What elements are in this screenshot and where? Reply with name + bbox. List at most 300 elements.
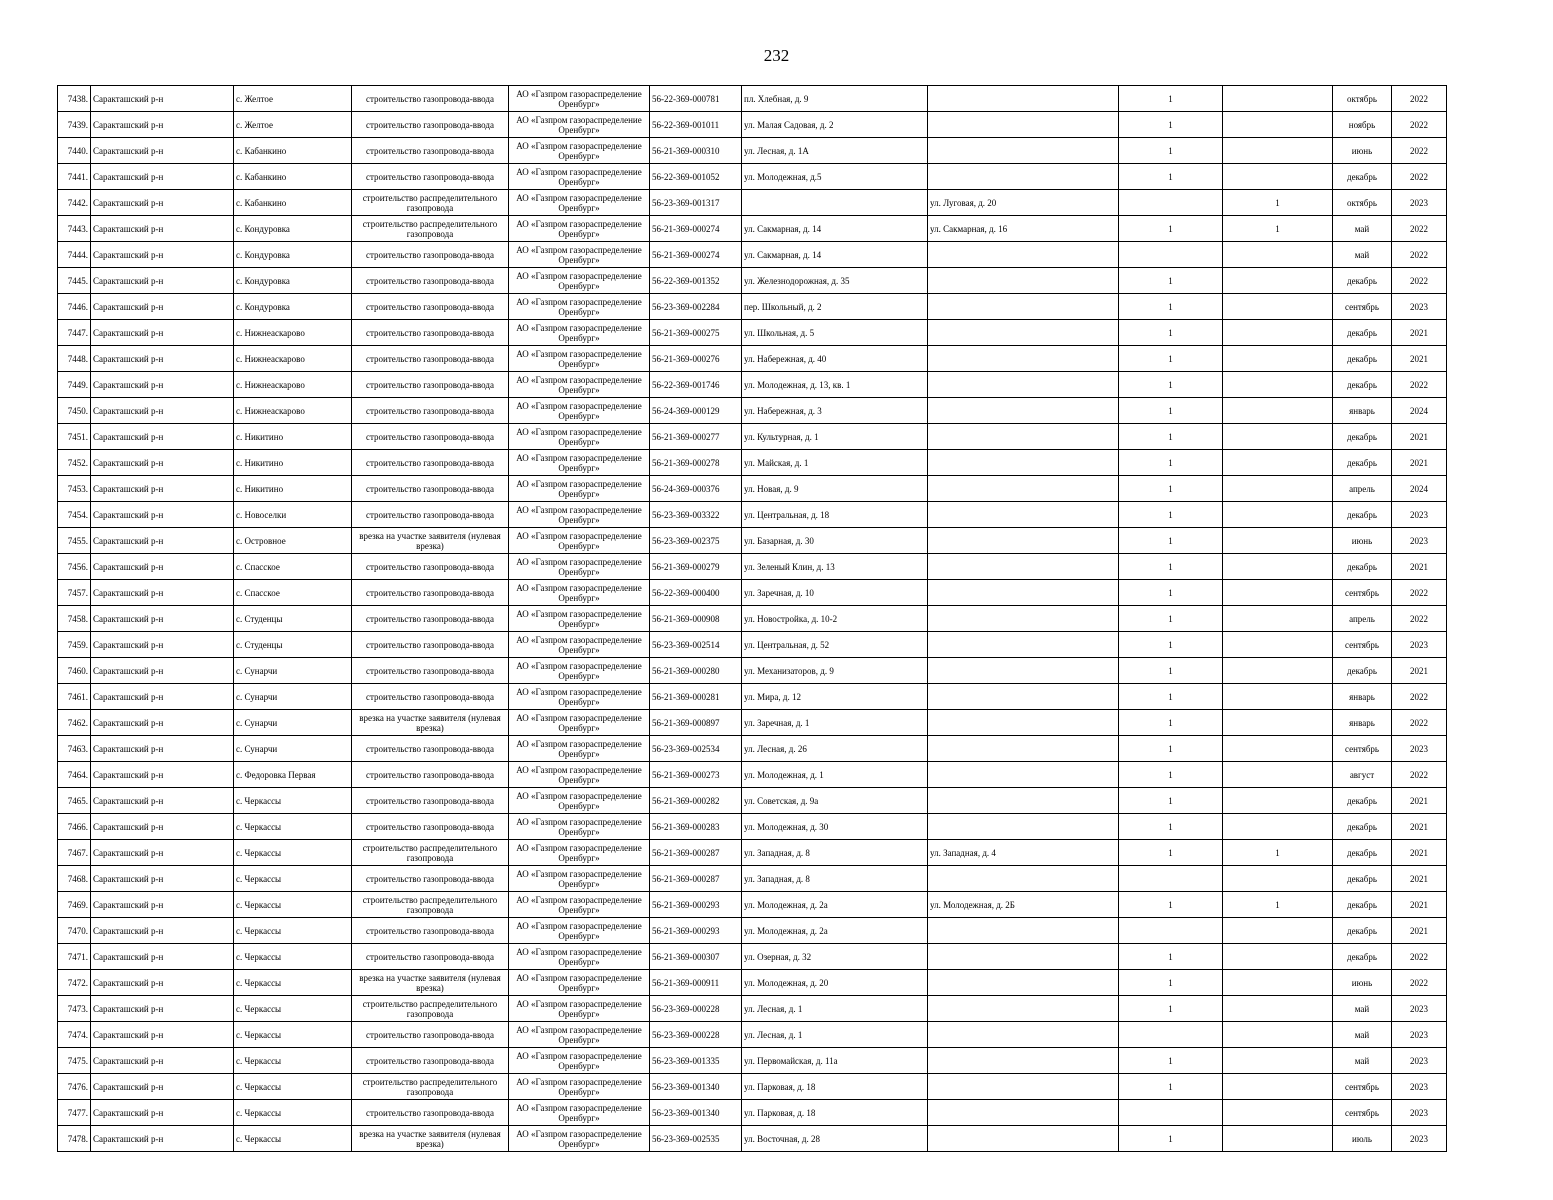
month-cell: май [1333, 216, 1392, 242]
row-number: 7453. [58, 476, 91, 502]
application-code-cell: 56-21-369-000279 [650, 554, 742, 580]
settlement-cell: с. Черкассы [234, 1074, 352, 1100]
application-code-cell: 56-23-369-001317 [650, 190, 742, 216]
quantity-cell: 1 [1119, 840, 1223, 866]
secondary-quantity-cell [1223, 658, 1333, 684]
address-cell: ул. Заречная, д. 1 [742, 710, 928, 736]
row-number: 7457. [58, 580, 91, 606]
year-cell: 2021 [1392, 918, 1447, 944]
district-cell: Саракташский р-н [91, 632, 234, 658]
month-cell: декабрь [1333, 346, 1392, 372]
address-cell: ул. Центральная, д. 52 [742, 632, 928, 658]
address-cell: ул. Первомайская, д. 11а [742, 1048, 928, 1074]
work-type-cell: строительство газопровода-ввода [352, 164, 509, 190]
year-cell: 2021 [1392, 892, 1447, 918]
work-type-cell: строительство газопровода-ввода [352, 1100, 509, 1126]
year-cell: 2021 [1392, 554, 1447, 580]
organization-cell: АО «Газпром газораспределение Оренбург» [509, 528, 650, 554]
quantity-cell: 1 [1119, 580, 1223, 606]
month-cell: май [1333, 1022, 1392, 1048]
work-type-cell: строительство распределительного газопровода [352, 216, 509, 242]
work-type-cell: строительство газопровода-ввода [352, 398, 509, 424]
application-code-cell: 56-21-369-000283 [650, 814, 742, 840]
settlement-cell: с. Черкассы [234, 892, 352, 918]
month-cell: май [1333, 996, 1392, 1022]
quantity-cell: 1 [1119, 554, 1223, 580]
quantity-cell: 1 [1119, 606, 1223, 632]
table-row [58, 502, 1447, 528]
application-code-cell: 56-23-369-001340 [650, 1100, 742, 1126]
district-cell: Саракташский р-н [91, 736, 234, 762]
quantity-cell: 1 [1119, 710, 1223, 736]
district-cell: Саракташский р-н [91, 840, 234, 866]
table-row [58, 1022, 1447, 1048]
work-type-cell: строительство газопровода-ввода [352, 1022, 509, 1048]
table-row [58, 398, 1447, 424]
district-cell: Саракташский р-н [91, 190, 234, 216]
application-code-cell: 56-23-369-003322 [650, 502, 742, 528]
quantity-cell: 1 [1119, 996, 1223, 1022]
district-cell: Саракташский р-н [91, 606, 234, 632]
row-number: 7471. [58, 944, 91, 970]
table-row [58, 372, 1447, 398]
organization-cell: АО «Газпром газораспределение Оренбург» [509, 944, 650, 970]
application-code-cell: 56-21-369-000911 [650, 970, 742, 996]
application-code-cell: 56-23-369-002284 [650, 294, 742, 320]
secondary-address-cell [928, 346, 1119, 372]
secondary-address-cell [928, 658, 1119, 684]
organization-cell: АО «Газпром газораспределение Оренбург» [509, 892, 650, 918]
month-cell: май [1333, 1048, 1392, 1074]
table-row [58, 970, 1447, 996]
work-type-cell: строительство газопровода-ввода [352, 424, 509, 450]
work-type-cell: строительство газопровода-ввода [352, 658, 509, 684]
quantity-cell: 1 [1119, 86, 1223, 112]
secondary-address-cell [928, 1048, 1119, 1074]
address-cell [742, 190, 928, 216]
settlement-cell: с. Черкассы [234, 996, 352, 1022]
work-type-cell: строительство газопровода-ввода [352, 814, 509, 840]
table-row [58, 1074, 1447, 1100]
application-code-cell: 56-22-369-000400 [650, 580, 742, 606]
month-cell: декабрь [1333, 450, 1392, 476]
month-cell: апрель [1333, 606, 1392, 632]
settlement-cell: с. Кабанкино [234, 164, 352, 190]
quantity-cell: 1 [1119, 1074, 1223, 1100]
application-code-cell: 56-21-369-000310 [650, 138, 742, 164]
quantity-cell: 1 [1119, 762, 1223, 788]
address-cell: ул. Базарная, д. 30 [742, 528, 928, 554]
settlement-cell: с. Никитино [234, 424, 352, 450]
secondary-quantity-cell [1223, 268, 1333, 294]
organization-cell: АО «Газпром газораспределение Оренбург» [509, 190, 650, 216]
district-cell: Саракташский р-н [91, 424, 234, 450]
table-row [58, 762, 1447, 788]
settlement-cell: с. Кабанкино [234, 190, 352, 216]
work-type-cell: строительство газопровода-ввода [352, 944, 509, 970]
quantity-cell: 1 [1119, 398, 1223, 424]
work-type-cell: строительство газопровода-ввода [352, 294, 509, 320]
address-cell: ул. Новостройка, д. 10-2 [742, 606, 928, 632]
settlement-cell: с. Островное [234, 528, 352, 554]
secondary-address-cell [928, 502, 1119, 528]
organization-cell: АО «Газпром газораспределение Оренбург» [509, 580, 650, 606]
address-cell: ул. Лесная, д. 1 [742, 1022, 928, 1048]
table-row [58, 1126, 1447, 1152]
table-row [58, 606, 1447, 632]
row-number: 7455. [58, 528, 91, 554]
secondary-address-cell [928, 112, 1119, 138]
district-cell: Саракташский р-н [91, 346, 234, 372]
work-type-cell: строительство распределительного газопровода [352, 892, 509, 918]
page-number: 232 [763, 46, 790, 65]
quantity-cell: 1 [1119, 736, 1223, 762]
row-number: 7467. [58, 840, 91, 866]
district-cell: Саракташский р-н [91, 112, 234, 138]
organization-cell: АО «Газпром газораспределение Оренбург» [509, 736, 650, 762]
work-type-cell: строительство газопровода-ввода [352, 450, 509, 476]
quantity-cell [1119, 1100, 1223, 1126]
year-cell: 2022 [1392, 970, 1447, 996]
secondary-quantity-cell [1223, 450, 1333, 476]
quantity-cell: 1 [1119, 1048, 1223, 1074]
application-code-cell: 56-23-369-000228 [650, 1022, 742, 1048]
district-cell: Саракташский р-н [91, 1100, 234, 1126]
secondary-address-cell [928, 762, 1119, 788]
application-code-cell: 56-21-369-000282 [650, 788, 742, 814]
year-cell: 2022 [1392, 268, 1447, 294]
year-cell: 2021 [1392, 658, 1447, 684]
organization-cell: АО «Газпром газораспределение Оренбург» [509, 996, 650, 1022]
district-cell: Саракташский р-н [91, 1074, 234, 1100]
secondary-address-cell [928, 632, 1119, 658]
organization-cell: АО «Газпром газораспределение Оренбург» [509, 502, 650, 528]
year-cell: 2021 [1392, 346, 1447, 372]
year-cell: 2022 [1392, 242, 1447, 268]
year-cell: 2022 [1392, 580, 1447, 606]
secondary-quantity-cell [1223, 86, 1333, 112]
row-number: 7451. [58, 424, 91, 450]
work-type-cell: строительство газопровода-ввода [352, 632, 509, 658]
table-row [58, 918, 1447, 944]
address-cell: ул. Молодежная, д. 1 [742, 762, 928, 788]
district-cell: Саракташский р-н [91, 944, 234, 970]
organization-cell: АО «Газпром газораспределение Оренбург» [509, 1126, 650, 1152]
district-cell: Саракташский р-н [91, 294, 234, 320]
row-number: 7446. [58, 294, 91, 320]
row-number: 7478. [58, 1126, 91, 1152]
secondary-quantity-cell [1223, 632, 1333, 658]
district-cell: Саракташский р-н [91, 788, 234, 814]
address-cell: ул. Лесная, д. 1А [742, 138, 928, 164]
work-type-cell: строительство газопровода-ввода [352, 918, 509, 944]
row-number: 7463. [58, 736, 91, 762]
month-cell: январь [1333, 398, 1392, 424]
month-cell: ноябрь [1333, 112, 1392, 138]
address-cell: ул. Заречная, д. 10 [742, 580, 928, 606]
application-code-cell: 56-21-369-000274 [650, 242, 742, 268]
quantity-cell: 1 [1119, 112, 1223, 138]
application-code-cell: 56-23-369-000228 [650, 996, 742, 1022]
work-type-cell: врезка на участке заявителя (нулевая врезка) [352, 1126, 509, 1152]
secondary-address-cell [928, 736, 1119, 762]
secondary-quantity-cell [1223, 814, 1333, 840]
work-type-cell: строительство распределительного газопровода [352, 1074, 509, 1100]
secondary-quantity-cell [1223, 320, 1333, 346]
secondary-quantity-cell [1223, 736, 1333, 762]
work-type-cell: строительство газопровода-ввода [352, 684, 509, 710]
district-cell: Саракташский р-н [91, 580, 234, 606]
application-code-cell: 56-23-369-002535 [650, 1126, 742, 1152]
row-number: 7452. [58, 450, 91, 476]
settlement-cell: с. Никитино [234, 476, 352, 502]
secondary-quantity-cell [1223, 138, 1333, 164]
secondary-quantity-cell [1223, 580, 1333, 606]
year-cell: 2023 [1392, 736, 1447, 762]
row-number: 7450. [58, 398, 91, 424]
secondary-quantity-cell [1223, 684, 1333, 710]
application-code-cell: 56-21-369-000276 [650, 346, 742, 372]
application-code-cell: 56-21-369-000287 [650, 840, 742, 866]
organization-cell: АО «Газпром газораспределение Оренбург» [509, 684, 650, 710]
table-row [58, 1048, 1447, 1074]
secondary-quantity-cell [1223, 372, 1333, 398]
secondary-address-cell [928, 710, 1119, 736]
row-number: 7438. [58, 86, 91, 112]
row-number: 7466. [58, 814, 91, 840]
organization-cell: АО «Газпром газораспределение Оренбург» [509, 112, 650, 138]
organization-cell: АО «Газпром газораспределение Оренбург» [509, 320, 650, 346]
work-type-cell: врезка на участке заявителя (нулевая врезка) [352, 528, 509, 554]
settlement-cell: с. Студенцы [234, 606, 352, 632]
row-number: 7474. [58, 1022, 91, 1048]
address-cell: ул. Парковая, д. 18 [742, 1100, 928, 1126]
address-cell: ул. Лесная, д. 1 [742, 996, 928, 1022]
organization-cell: АО «Газпром газораспределение Оренбург» [509, 242, 650, 268]
address-cell: ул. Центральная, д. 18 [742, 502, 928, 528]
year-cell: 2023 [1392, 1100, 1447, 1126]
organization-cell: АО «Газпром газораспределение Оренбург» [509, 450, 650, 476]
row-number: 7443. [58, 216, 91, 242]
table-body [58, 86, 1447, 1152]
table-row [58, 190, 1447, 216]
year-cell: 2021 [1392, 450, 1447, 476]
year-cell: 2023 [1392, 502, 1447, 528]
organization-cell: АО «Газпром газораспределение Оренбург» [509, 1100, 650, 1126]
address-cell: ул. Набережная, д. 3 [742, 398, 928, 424]
month-cell: август [1333, 762, 1392, 788]
settlement-cell: с. Черкассы [234, 1126, 352, 1152]
year-cell: 2021 [1392, 788, 1447, 814]
table-row [58, 450, 1447, 476]
secondary-quantity-cell [1223, 1048, 1333, 1074]
secondary-quantity-cell [1223, 294, 1333, 320]
work-type-cell: строительство газопровода-ввода [352, 346, 509, 372]
quantity-cell [1119, 1022, 1223, 1048]
secondary-quantity-cell [1223, 996, 1333, 1022]
secondary-quantity-cell [1223, 424, 1333, 450]
district-cell: Саракташский р-н [91, 684, 234, 710]
settlement-cell: с. Желтое [234, 112, 352, 138]
table-row [58, 944, 1447, 970]
table-row [58, 528, 1447, 554]
secondary-quantity-cell [1223, 970, 1333, 996]
quantity-cell: 1 [1119, 164, 1223, 190]
table-row [58, 138, 1447, 164]
organization-cell: АО «Газпром газораспределение Оренбург» [509, 164, 650, 190]
year-cell: 2023 [1392, 996, 1447, 1022]
application-code-cell: 56-24-369-000129 [650, 398, 742, 424]
table-row [58, 866, 1447, 892]
table-row [58, 164, 1447, 190]
month-cell: январь [1333, 684, 1392, 710]
table-row [58, 684, 1447, 710]
organization-cell: АО «Газпром газораспределение Оренбург» [509, 1022, 650, 1048]
month-cell: декабрь [1333, 918, 1392, 944]
year-cell: 2024 [1392, 476, 1447, 502]
secondary-address-cell [928, 268, 1119, 294]
settlement-cell: с. Нижнеаскарово [234, 372, 352, 398]
secondary-address-cell [928, 814, 1119, 840]
settlement-cell: с. Спасское [234, 554, 352, 580]
settlement-cell: с. Нижнеаскарово [234, 320, 352, 346]
settlement-cell: с. Черкассы [234, 1048, 352, 1074]
month-cell: декабрь [1333, 320, 1392, 346]
district-cell: Саракташский р-н [91, 398, 234, 424]
month-cell: декабрь [1333, 658, 1392, 684]
year-cell: 2022 [1392, 164, 1447, 190]
address-cell: ул. Лесная, д. 26 [742, 736, 928, 762]
district-cell: Саракташский р-н [91, 502, 234, 528]
secondary-address-cell [928, 1074, 1119, 1100]
address-cell: ул. Молодежная, д. 2а [742, 892, 928, 918]
secondary-quantity-cell [1223, 944, 1333, 970]
address-cell: ул. Набережная, д. 40 [742, 346, 928, 372]
district-cell: Саракташский р-н [91, 554, 234, 580]
settlement-cell: с. Кабанкино [234, 138, 352, 164]
address-cell: ул. Западная, д. 8 [742, 866, 928, 892]
table-row [58, 346, 1447, 372]
year-cell: 2021 [1392, 814, 1447, 840]
address-cell: ул. Сакмарная, д. 14 [742, 216, 928, 242]
settlement-cell: с. Черкассы [234, 970, 352, 996]
work-type-cell: строительство газопровода-ввода [352, 762, 509, 788]
quantity-cell: 1 [1119, 502, 1223, 528]
secondary-address-cell: ул. Западная, д. 4 [928, 840, 1119, 866]
month-cell: июнь [1333, 528, 1392, 554]
quantity-cell: 1 [1119, 476, 1223, 502]
address-cell: ул. Молодежная, д. 13, кв. 1 [742, 372, 928, 398]
application-code-cell: 56-22-369-001352 [650, 268, 742, 294]
organization-cell: АО «Газпром газораспределение Оренбург» [509, 476, 650, 502]
organization-cell: АО «Газпром газораспределение Оренбург» [509, 554, 650, 580]
row-number: 7444. [58, 242, 91, 268]
month-cell: сентябрь [1333, 1074, 1392, 1100]
quantity-cell [1119, 190, 1223, 216]
secondary-address-cell [928, 944, 1119, 970]
row-number: 7447. [58, 320, 91, 346]
organization-cell: АО «Газпром газораспределение Оренбург» [509, 138, 650, 164]
application-code-cell: 56-21-369-000897 [650, 710, 742, 736]
address-cell: ул. Школьная, д. 5 [742, 320, 928, 346]
work-type-cell: строительство распределительного газопровода [352, 996, 509, 1022]
year-cell: 2023 [1392, 1022, 1447, 1048]
year-cell: 2023 [1392, 528, 1447, 554]
settlement-cell: с. Черкассы [234, 1022, 352, 1048]
year-cell: 2022 [1392, 372, 1447, 398]
table-row [58, 554, 1447, 580]
quantity-cell: 1 [1119, 684, 1223, 710]
row-number: 7464. [58, 762, 91, 788]
application-code-cell: 56-23-369-002534 [650, 736, 742, 762]
settlement-cell: с. Кондуровка [234, 294, 352, 320]
district-cell: Саракташский р-н [91, 1022, 234, 1048]
quantity-cell: 1 [1119, 970, 1223, 996]
application-code-cell: 56-21-369-000278 [650, 450, 742, 476]
table-row [58, 294, 1447, 320]
organization-cell: АО «Газпром газораспределение Оренбург» [509, 268, 650, 294]
settlement-cell: с. Нижнеаскарово [234, 398, 352, 424]
quantity-cell: 1 [1119, 320, 1223, 346]
organization-cell: АО «Газпром газораспределение Оренбург» [509, 788, 650, 814]
quantity-cell [1119, 866, 1223, 892]
secondary-quantity-cell: 1 [1223, 840, 1333, 866]
settlement-cell: с. Сунарчи [234, 658, 352, 684]
year-cell: 2022 [1392, 762, 1447, 788]
district-cell: Саракташский р-н [91, 710, 234, 736]
secondary-address-cell [928, 1100, 1119, 1126]
secondary-quantity-cell [1223, 476, 1333, 502]
year-cell: 2021 [1392, 866, 1447, 892]
organization-cell: АО «Газпром газораспределение Оренбург» [509, 606, 650, 632]
quantity-cell: 1 [1119, 1126, 1223, 1152]
secondary-quantity-cell [1223, 918, 1333, 944]
secondary-address-cell [928, 164, 1119, 190]
table-row [58, 86, 1447, 112]
address-cell: ул. Молодежная, д. 30 [742, 814, 928, 840]
month-cell: декабрь [1333, 944, 1392, 970]
secondary-address-cell [928, 788, 1119, 814]
row-number: 7440. [58, 138, 91, 164]
year-cell: 2021 [1392, 840, 1447, 866]
organization-cell: АО «Газпром газораспределение Оренбург» [509, 840, 650, 866]
row-number: 7460. [58, 658, 91, 684]
month-cell: октябрь [1333, 86, 1392, 112]
table-row [58, 476, 1447, 502]
secondary-quantity-cell [1223, 788, 1333, 814]
district-cell: Саракташский р-н [91, 814, 234, 840]
year-cell: 2023 [1392, 294, 1447, 320]
month-cell: сентябрь [1333, 294, 1392, 320]
district-cell: Саракташский р-н [91, 242, 234, 268]
month-cell: сентябрь [1333, 736, 1392, 762]
quantity-cell: 1 [1119, 944, 1223, 970]
month-cell: июнь [1333, 138, 1392, 164]
application-code-cell: 56-22-369-001746 [650, 372, 742, 398]
month-cell: декабрь [1333, 424, 1392, 450]
secondary-address-cell [928, 242, 1119, 268]
secondary-quantity-cell [1223, 164, 1333, 190]
quantity-cell: 1 [1119, 788, 1223, 814]
secondary-address-cell [928, 424, 1119, 450]
secondary-quantity-cell [1223, 398, 1333, 424]
year-cell: 2023 [1392, 190, 1447, 216]
year-cell: 2022 [1392, 138, 1447, 164]
quantity-cell: 1 [1119, 138, 1223, 164]
month-cell: май [1333, 242, 1392, 268]
month-cell: сентябрь [1333, 632, 1392, 658]
settlement-cell: с. Кондуровка [234, 242, 352, 268]
